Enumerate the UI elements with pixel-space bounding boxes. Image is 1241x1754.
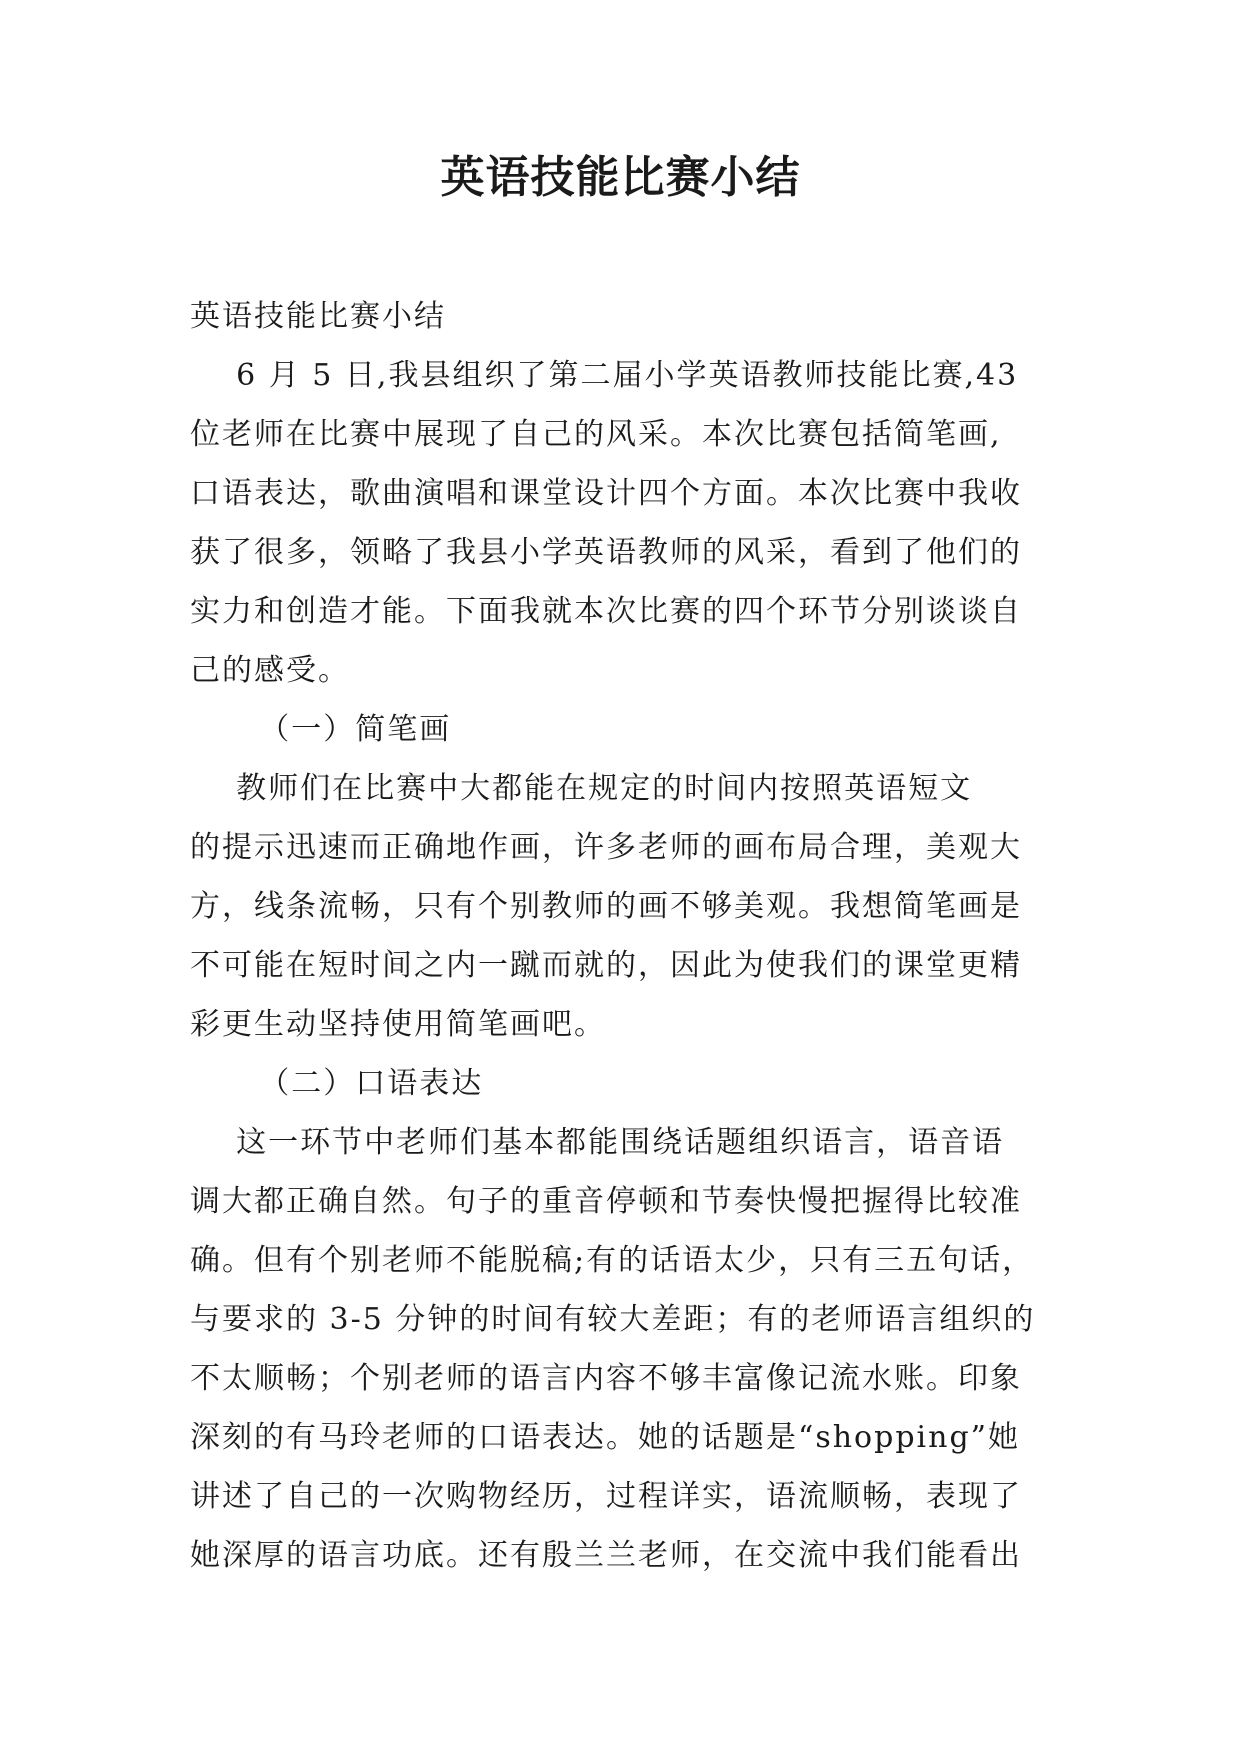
text-line: 彩更生动坚持使用简笔画吧。 [190, 1007, 606, 1042]
text-line: 这一环节中老师们基本都能围绕话题组织语言，语音语 [190, 1125, 1005, 1160]
text-line: 的提示迅速而正确地作画，许多老师的画布局合理，美观大 [190, 830, 1022, 865]
subtitle-line: 英语技能比赛小结 [190, 299, 446, 334]
text-line: 不可能在短时间之内一蹴而就的，因此为使我们的课堂更精 [190, 948, 1022, 983]
text-line: 不太顺畅；个别老师的语言内容不够丰富像记流水账。印象 [190, 1361, 1022, 1396]
document-title: 英语技能比赛小结 [440, 152, 801, 203]
text-line: 己的感受。 [190, 653, 350, 688]
text-line: 实力和创造才能。下面我就本次比赛的四个环节分别谈谈自 [190, 594, 1022, 629]
text-line: 深刻的有马玲老师的口语表达。她的话题是“shopping”她 [190, 1420, 1020, 1455]
text-line: 方，线条流畅，只有个别教师的画不够美观。我想简笔画是 [190, 889, 1022, 924]
text-line: 口语表达，歌曲演唱和课堂设计四个方面。本次比赛中我收 [190, 476, 1022, 511]
text-line: 确。但有个别老师不能脱稿;有的话语太少，只有三五句话， [190, 1243, 1035, 1278]
text-line: 调大都正确自然。句子的重音停顿和节奏快慢把握得比较准 [190, 1184, 1022, 1219]
text-line: 获了很多，领略了我县小学英语教师的风采，看到了他们的 [190, 535, 1022, 570]
text-line: 讲述了自己的一次购物经历，过程详实，语流顺畅，表现了 [190, 1479, 1022, 1514]
section-heading-2: （二）口语表达 [190, 1066, 484, 1101]
text-line: 6 月 5 日,我县组织了第二届小学英语教师技能比赛,43 [190, 358, 1019, 393]
text-line: 与要求的 3-5 分钟的时间有较大差距；有的老师语言组织的 [190, 1302, 1036, 1337]
document-body [190, 287, 1070, 1585]
section-heading-1: （一）简笔画 [190, 712, 452, 747]
text-line: 她深厚的语言功底。还有殷兰兰老师，在交流中我们能看出 [190, 1538, 1022, 1573]
text-line: 教师们在比赛中大都能在规定的时间内按照英语短文 [190, 771, 973, 806]
text-line: 位老师在比赛中展现了自己的风采。本次比赛包括简笔画, [190, 417, 1002, 452]
